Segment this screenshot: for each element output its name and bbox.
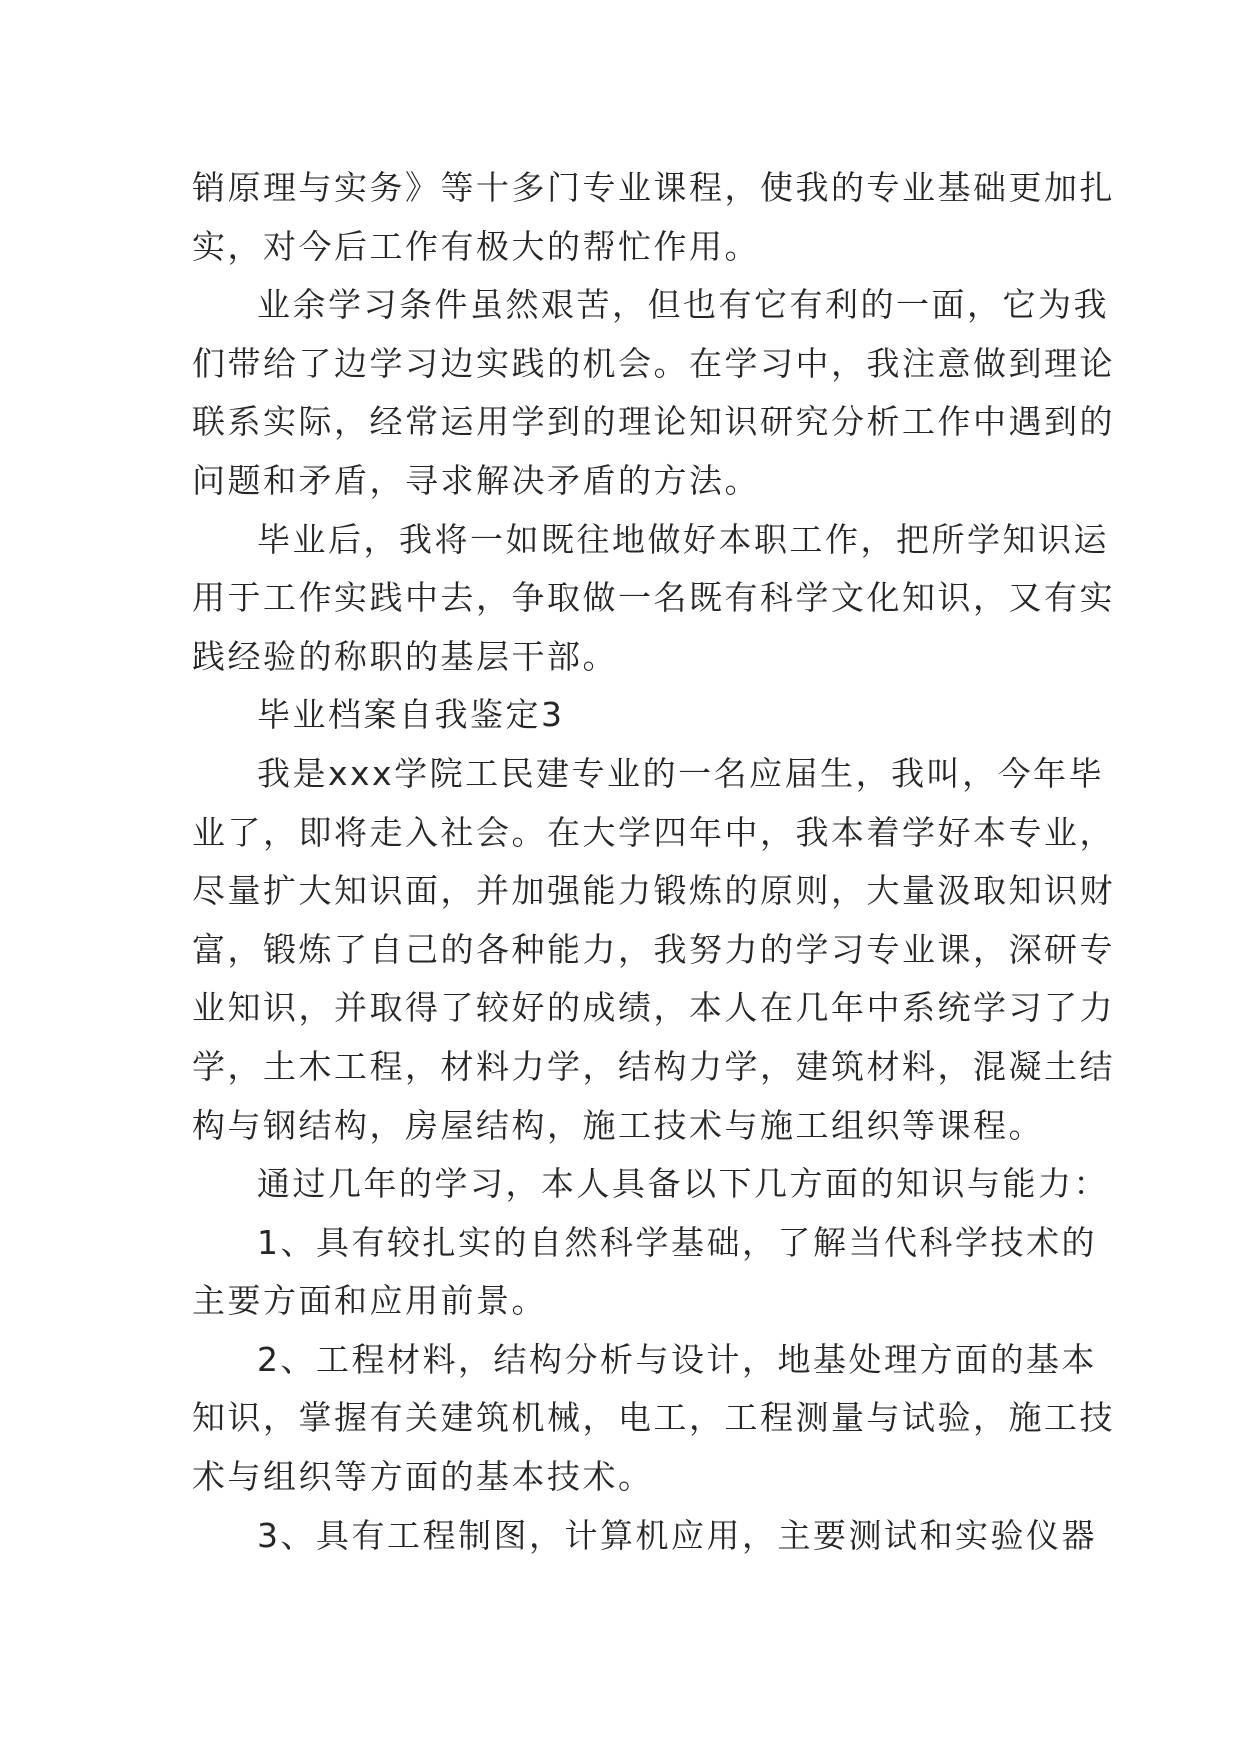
- text-line: 毕业档案自我鉴定3: [257, 695, 565, 735]
- text-line: 2、工程材料，结构分析与设计，地基处理方面的基本: [257, 1339, 1097, 1379]
- text-line: 联系实际，经常运用学到的理论知识研究分析工作中遇到的: [192, 402, 1115, 442]
- text-line: 构与钢结构，房屋结构，施工技术与施工组织等课程。: [192, 1105, 1044, 1145]
- text-line: 主要方面和应用前景。: [192, 1281, 547, 1321]
- text-line: 用于工作实践中去，争取做一名既有科学文化知识，又有实: [192, 578, 1115, 618]
- text-line: 1、具有较扎实的自然科学基础，了解当代科学技术的: [257, 1222, 1097, 1262]
- text-line: 实，对今后工作有极大的帮忙作用。: [192, 226, 760, 266]
- text-line: 3、具有工程制图，计算机应用，主要测试和实验仪器: [257, 1515, 1097, 1555]
- text-line: 践经验的称职的基层干部。: [192, 636, 618, 676]
- text-line: 毕业后，我将一如既往地做好本职工作，把所学知识运: [257, 519, 1109, 559]
- text-line: 业余学习条件虽然艰苦，但也有它有利的一面，它为我: [257, 285, 1109, 325]
- document-body: [192, 159, 1115, 1565]
- text-line: 问题和矛盾，寻求解决矛盾的方法。: [192, 460, 760, 500]
- text-line: 们带给了边学习边实践的机会。在学习中，我注意做到理论: [192, 343, 1115, 383]
- text-line: 术与组织等方面的基本技术。: [192, 1457, 654, 1497]
- text-line: 我是xxx学院工民建专业的一名应届生，我叫，今年毕: [257, 753, 1105, 793]
- text-line: 知识，掌握有关建筑机械，电工，工程测量与试验，施工技: [192, 1398, 1115, 1438]
- text-line: 尽量扩大知识面，并加强能力锻炼的原则，大量汲取知识财: [192, 871, 1115, 911]
- text-line: 业知识，并取得了较好的成绩，本人在几年中系统学习了力: [192, 988, 1115, 1028]
- text-line: 学，土木工程，材料力学，结构力学，建筑材料，混凝土结: [192, 1046, 1115, 1086]
- text-line: 通过几年的学习，本人具备以下几方面的知识与能力：: [257, 1164, 1109, 1204]
- text-line: 富，锻炼了自己的各种能力，我努力的学习专业课，深研专: [192, 929, 1115, 969]
- text-line: 销原理与实务》等十多门专业课程，使我的专业基础更加扎: [192, 168, 1115, 207]
- text-line: 业了，即将走入社会。在大学四年中，我本着学好本专业，: [192, 812, 1115, 852]
